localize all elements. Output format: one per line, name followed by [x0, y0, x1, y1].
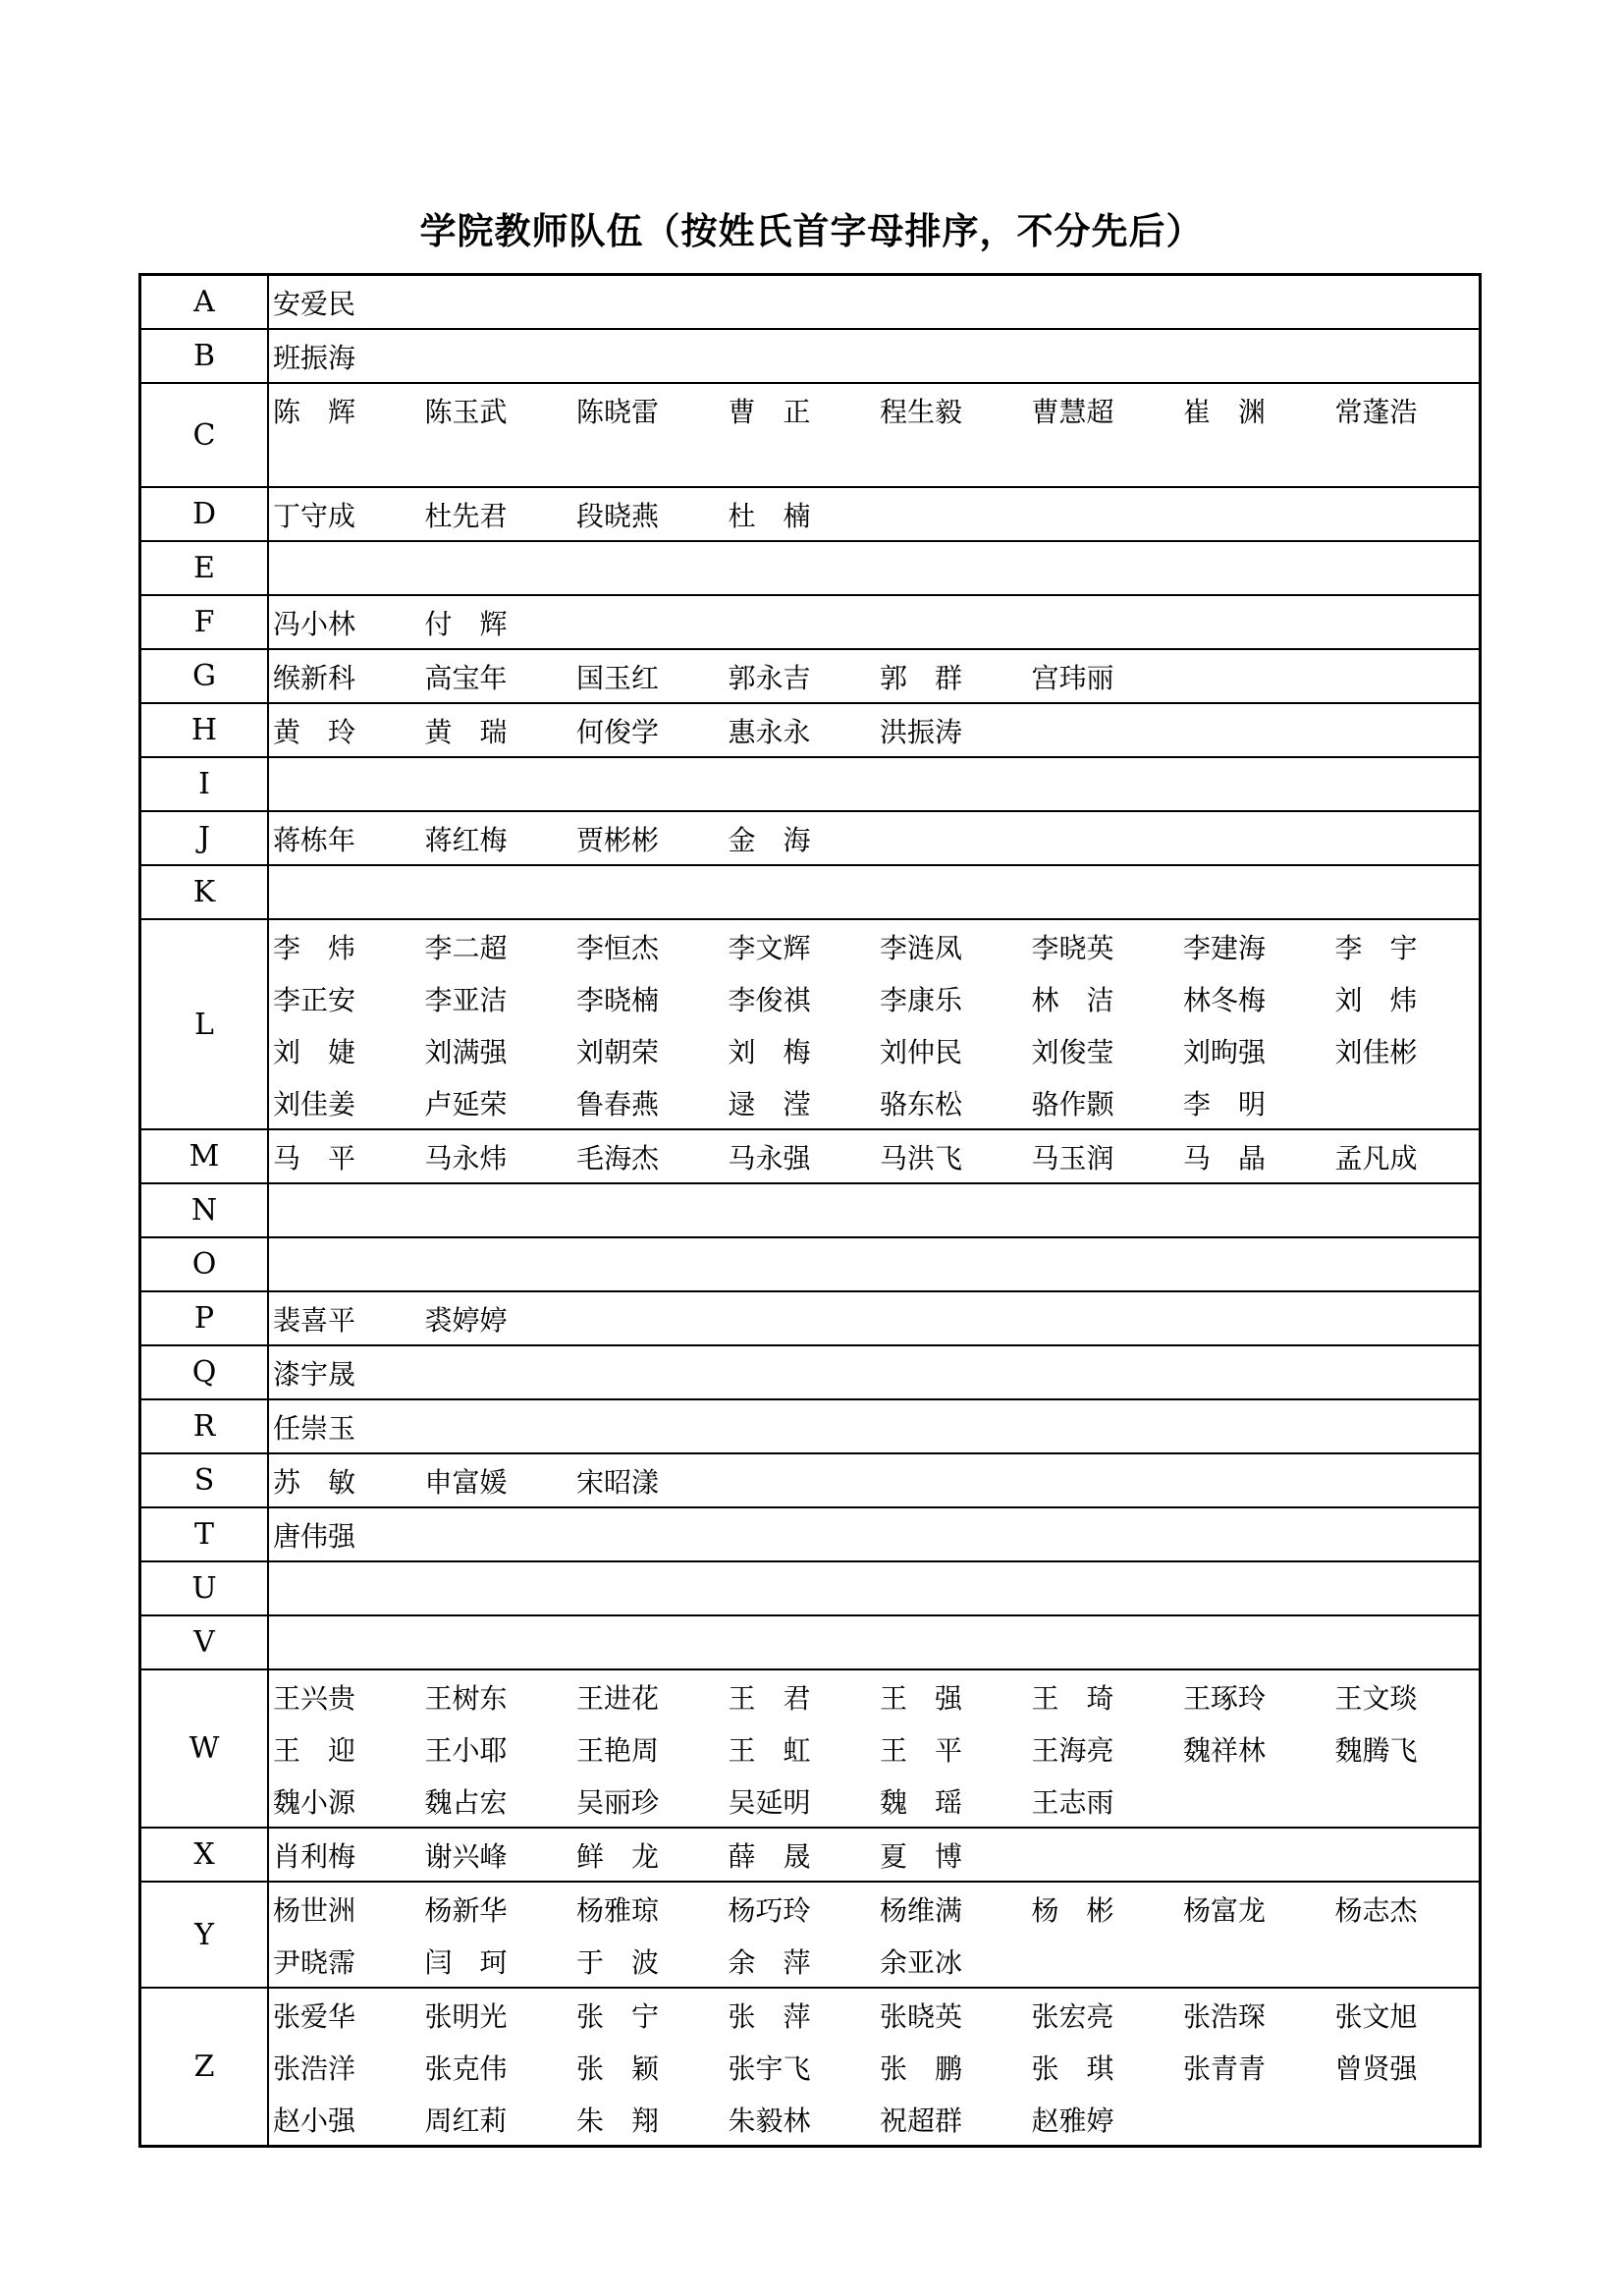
letter-heading: I: [140, 757, 269, 811]
teacher-name: 李 炜: [273, 931, 356, 964]
teacher-name: 黄 瑞: [424, 715, 508, 748]
empty-line: [273, 758, 1479, 810]
roster-row-c: [140, 383, 1481, 487]
letter-heading: Y: [140, 1882, 269, 1988]
teacher-name: 刘朝荣: [576, 1035, 660, 1068]
letter-heading: J: [140, 811, 269, 865]
empty-line: [273, 1562, 1479, 1614]
teacher-name: 王小耶: [424, 1733, 508, 1767]
roster-row-k: [140, 865, 1481, 919]
teacher-name: 李涟凤: [880, 931, 963, 964]
teacher-name: 程生毅: [880, 395, 963, 428]
teacher-name: 惠永永: [728, 715, 811, 748]
teacher-name: 祝超群: [880, 2104, 963, 2137]
teacher-name: 漆宇晟: [273, 1357, 356, 1391]
names-cell: [268, 757, 1481, 811]
teacher-name: 张文旭: [1334, 1999, 1418, 2033]
teacher-name: 班振海: [273, 341, 356, 374]
roster-row-s: [140, 1453, 1481, 1507]
roster-row-p: [140, 1291, 1481, 1345]
teacher-name: 李文辉: [728, 931, 811, 964]
teacher-name: 裘婷婷: [424, 1303, 508, 1337]
names-cell: [268, 541, 1481, 595]
letter-heading: G: [140, 649, 269, 703]
names-cell: [268, 865, 1481, 919]
teacher-name: 陈晓雷: [576, 395, 660, 428]
teacher-name: 李康乐: [880, 983, 963, 1016]
names-cell: [268, 595, 1481, 649]
roster-row-w: [140, 1669, 1481, 1828]
roster-row-a: [140, 275, 1481, 330]
name-line: [273, 1292, 1479, 1344]
teacher-name: 张宏亮: [1031, 1999, 1114, 2033]
teacher-name: 王 琦: [1031, 1681, 1114, 1715]
teacher-name: 王 强: [880, 1681, 963, 1715]
names-cell: [268, 383, 1481, 487]
teacher-name: 杨 彬: [1031, 1893, 1114, 1927]
letter-heading: U: [140, 1561, 269, 1615]
roster-row-g: [140, 649, 1481, 703]
names-cell: [268, 1237, 1481, 1291]
letter-heading: V: [140, 1615, 269, 1669]
teacher-name: 魏占宏: [424, 1785, 508, 1819]
teacher-name: 刘昫强: [1183, 1035, 1267, 1068]
teacher-name: 崔 渊: [1183, 395, 1267, 428]
teacher-name: 张青青: [1183, 2051, 1267, 2085]
teacher-name: 段晓燕: [576, 499, 660, 532]
names-cell: [268, 1183, 1481, 1237]
teacher-name: 骆东松: [880, 1087, 963, 1121]
name-line: [273, 1508, 1479, 1560]
letter-heading: S: [140, 1453, 269, 1507]
teacher-name: 常蓬浩: [1334, 395, 1418, 428]
teacher-name: 曹慧超: [1031, 395, 1114, 428]
letter-heading: P: [140, 1291, 269, 1345]
name-line: [273, 276, 1479, 328]
teacher-name: 裴喜平: [273, 1303, 356, 1337]
teacher-name: 毛海杰: [576, 1141, 660, 1175]
letter-heading: O: [140, 1237, 269, 1291]
teacher-name: 杜 楠: [728, 499, 811, 532]
names-cell: [268, 1828, 1481, 1882]
empty-line: [273, 1616, 1479, 1668]
name-line: [273, 1935, 1479, 1987]
roster-row-m: [140, 1129, 1481, 1183]
teacher-name: 赵小强: [273, 2104, 356, 2137]
teacher-name: 金 海: [728, 823, 811, 856]
teacher-name: 魏小源: [273, 1785, 356, 1819]
teacher-name: 周红莉: [424, 2104, 508, 2137]
teacher-name: 杨志杰: [1334, 1893, 1418, 1927]
teacher-name: 唐伟强: [273, 1519, 356, 1553]
teacher-name: 蒋红梅: [424, 823, 508, 856]
teacher-name: 孟凡成: [1334, 1141, 1418, 1175]
teacher-name: 丁守成: [273, 499, 356, 532]
teacher-name: 李 明: [1183, 1087, 1267, 1121]
name-line: [273, 1883, 1479, 1935]
teacher-name: 郭永吉: [728, 661, 811, 694]
names-cell: [268, 1507, 1481, 1561]
teacher-name: 何俊学: [576, 715, 660, 748]
teacher-name: 王 平: [880, 1733, 963, 1767]
roster-row-h: [140, 703, 1481, 757]
roster-row-r: [140, 1399, 1481, 1453]
roster-row-n: [140, 1183, 1481, 1237]
teacher-name: 林 洁: [1031, 983, 1114, 1016]
names-cell: [268, 1561, 1481, 1615]
teacher-name: 肖利梅: [273, 1839, 356, 1873]
teacher-name: 马 平: [273, 1141, 356, 1175]
teacher-name: 曹 正: [728, 395, 811, 428]
names-cell: [268, 329, 1481, 383]
names-cell: [268, 919, 1481, 1129]
teacher-name: 马永炜: [424, 1141, 508, 1175]
name-line: [273, 1722, 1479, 1775]
name-line: [273, 920, 1479, 972]
teacher-name: 马 晶: [1183, 1141, 1267, 1175]
roster-row-y: [140, 1882, 1481, 1988]
teacher-name: 缑新科: [273, 661, 356, 694]
roster-row-l: [140, 919, 1481, 1129]
letter-heading: E: [140, 541, 269, 595]
teacher-name: 闫 珂: [424, 1945, 508, 1979]
names-cell: [268, 1615, 1481, 1669]
names-cell: [268, 703, 1481, 757]
letter-heading: T: [140, 1507, 269, 1561]
letter-heading: B: [140, 329, 269, 383]
teacher-name: 尹晓霈: [273, 1945, 356, 1979]
roster-row-o: [140, 1237, 1481, 1291]
name-line: [273, 1400, 1479, 1452]
teacher-name: 李恒杰: [576, 931, 660, 964]
teacher-name: 宋昭漾: [576, 1465, 660, 1499]
names-cell: [268, 1399, 1481, 1453]
roster-row-i: [140, 757, 1481, 811]
teacher-name: 安爱民: [273, 287, 356, 320]
teacher-name: 谢兴峰: [424, 1839, 508, 1873]
teacher-name: 王兴贵: [273, 1681, 356, 1715]
name-line: [273, 1024, 1479, 1076]
name-line: [273, 704, 1479, 756]
teacher-name: 刘 婕: [273, 1035, 356, 1068]
teacher-name: 薛 晟: [728, 1839, 811, 1873]
roster-row-j: [140, 811, 1481, 865]
teacher-name: 王琢玲: [1183, 1681, 1267, 1715]
names-cell: [268, 811, 1481, 865]
teacher-name: 黄 玲: [273, 715, 356, 748]
teacher-name: 夏 博: [880, 1839, 963, 1873]
letter-heading: K: [140, 865, 269, 919]
letter-heading: L: [140, 919, 269, 1129]
blank-space: [273, 436, 1479, 486]
teacher-name: 鲜 龙: [576, 1839, 660, 1873]
name-line: [273, 2093, 1479, 2145]
teacher-name: 陈 辉: [273, 395, 356, 428]
teacher-name: 林冬梅: [1183, 983, 1267, 1016]
teacher-name: 逯 滢: [728, 1087, 811, 1121]
teacher-name: 冯小林: [273, 607, 356, 640]
roster-row-f: [140, 595, 1481, 649]
teacher-name: 王 虹: [728, 1733, 811, 1767]
teacher-name: 刘佳姜: [273, 1087, 356, 1121]
teacher-name: 王 迎: [273, 1733, 356, 1767]
teacher-name: 朱毅林: [728, 2104, 811, 2137]
teacher-name: 苏 敏: [273, 1465, 356, 1499]
letter-heading: H: [140, 703, 269, 757]
teacher-name: 洪振涛: [880, 715, 963, 748]
names-cell: [268, 1345, 1481, 1399]
letter-heading: Q: [140, 1345, 269, 1399]
teacher-name: 王艳周: [576, 1733, 660, 1767]
teacher-name: 杨巧玲: [728, 1893, 811, 1927]
teacher-name: 王 君: [728, 1681, 811, 1715]
teacher-name: 国玉红: [576, 661, 660, 694]
letter-heading: R: [140, 1399, 269, 1453]
teacher-name: 杨雅琼: [576, 1893, 660, 1927]
teacher-name: 王树东: [424, 1681, 508, 1715]
names-cell: [268, 487, 1481, 541]
name-line: [273, 330, 1479, 382]
roster-row-v: [140, 1615, 1481, 1669]
roster-row-z: [140, 1988, 1481, 2147]
name-line: [273, 488, 1479, 540]
letter-heading: Z: [140, 1988, 269, 2147]
name-line: [273, 1989, 1479, 2041]
teacher-name: 张 鹏: [880, 2051, 963, 2085]
teacher-name: 赵雅婷: [1031, 2104, 1114, 2137]
teacher-name: 曾贤强: [1334, 2051, 1418, 2085]
teacher-name: 魏祥林: [1183, 1733, 1267, 1767]
name-line: [273, 1454, 1479, 1506]
teacher-name: 刘俊莹: [1031, 1035, 1114, 1068]
name-line: [273, 1346, 1479, 1398]
name-line: [273, 596, 1479, 648]
teacher-name: 吴延明: [728, 1785, 811, 1819]
letter-heading: W: [140, 1669, 269, 1828]
roster-row-x: [140, 1828, 1481, 1882]
roster-body: [140, 275, 1481, 2147]
empty-line: [273, 1238, 1479, 1290]
teacher-name: 朱 翔: [576, 2104, 660, 2137]
teacher-name: 马玉润: [1031, 1141, 1114, 1175]
teacher-name: 张浩琛: [1183, 1999, 1267, 2033]
names-cell: [268, 1129, 1481, 1183]
names-cell: [268, 1988, 1481, 2147]
roster-row-q: [140, 1345, 1481, 1399]
name-line: [273, 2041, 1479, 2093]
teacher-name: 王海亮: [1031, 1733, 1114, 1767]
teacher-name: 刘佳彬: [1334, 1035, 1418, 1068]
teacher-name: 张浩洋: [273, 2051, 356, 2085]
empty-line: [273, 542, 1479, 594]
teacher-name: 余亚冰: [880, 1945, 963, 1979]
teacher-name: 高宝年: [424, 661, 508, 694]
letter-heading: D: [140, 487, 269, 541]
teacher-name: 李晓楠: [576, 983, 660, 1016]
name-line: [273, 650, 1479, 702]
teacher-name: 魏 瑶: [880, 1785, 963, 1819]
letter-heading: X: [140, 1828, 269, 1882]
teacher-name: 付 辉: [424, 607, 508, 640]
names-cell: [268, 275, 1481, 330]
teacher-name: 张晓英: [880, 1999, 963, 2033]
letter-heading: N: [140, 1183, 269, 1237]
teacher-name: 卢延荣: [424, 1087, 508, 1121]
letter-heading: C: [140, 383, 269, 487]
teacher-name: 王进花: [576, 1681, 660, 1715]
letter-heading: A: [140, 275, 269, 330]
teacher-name: 马洪飞: [880, 1141, 963, 1175]
roster-row-b: [140, 329, 1481, 383]
teacher-name: 李建海: [1183, 931, 1267, 964]
name-line: [273, 1829, 1479, 1881]
teacher-name: 杜先君: [424, 499, 508, 532]
teacher-name: 于 波: [576, 1945, 660, 1979]
name-line: [273, 1130, 1479, 1182]
page-title: 学院教师队伍（按姓氏首字母排序，不分先后）: [419, 209, 1204, 252]
names-cell: [268, 1882, 1481, 1988]
letter-heading: M: [140, 1129, 269, 1183]
teacher-name: 杨富龙: [1183, 1893, 1267, 1927]
roster-row-t: [140, 1507, 1481, 1561]
teacher-name: 王志雨: [1031, 1785, 1114, 1819]
empty-line: [273, 1184, 1479, 1236]
letter-heading: F: [140, 595, 269, 649]
names-cell: [268, 649, 1481, 703]
name-line: [273, 812, 1479, 864]
teacher-name: 余 萍: [728, 1945, 811, 1979]
teacher-name: 李 宇: [1334, 931, 1418, 964]
teacher-name: 杨世洲: [273, 1893, 356, 1927]
names-cell: [268, 1291, 1481, 1345]
roster-row-u: [140, 1561, 1481, 1615]
teacher-name: 贾彬彬: [576, 823, 660, 856]
teacher-name: 刘仲民: [880, 1035, 963, 1068]
roster-row-d: [140, 487, 1481, 541]
teacher-name: 鲁春燕: [576, 1087, 660, 1121]
roster-row-e: [140, 541, 1481, 595]
teacher-name: 李晓英: [1031, 931, 1114, 964]
teacher-name: 王文琰: [1334, 1681, 1418, 1715]
faculty-roster-table: [138, 273, 1482, 2148]
teacher-name: 张宇飞: [728, 2051, 811, 2085]
name-line: [273, 1076, 1479, 1128]
teacher-name: 陈玉武: [424, 395, 508, 428]
teacher-name: 张明光: [424, 1999, 508, 2033]
name-line: [273, 1670, 1479, 1722]
name-line: [273, 972, 1479, 1024]
teacher-name: 李亚洁: [424, 983, 508, 1016]
teacher-name: 张 宁: [576, 1999, 660, 2033]
teacher-name: 郭 群: [880, 661, 963, 694]
teacher-name: 马永强: [728, 1141, 811, 1175]
names-cell: [268, 1669, 1481, 1828]
names-cell: [268, 1453, 1481, 1507]
name-line: [273, 384, 1479, 436]
teacher-name: 张克伟: [424, 2051, 508, 2085]
teacher-name: 吴丽珍: [576, 1785, 660, 1819]
teacher-name: 任崇玉: [273, 1411, 356, 1445]
teacher-name: 张爱华: [273, 1999, 356, 2033]
teacher-name: 刘满强: [424, 1035, 508, 1068]
name-line: [273, 1775, 1479, 1827]
teacher-name: 李二超: [424, 931, 508, 964]
empty-line: [273, 866, 1479, 918]
teacher-name: 张 琪: [1031, 2051, 1114, 2085]
teacher-name: 李正安: [273, 983, 356, 1016]
teacher-name: 刘 炜: [1334, 983, 1418, 1016]
teacher-name: 杨新华: [424, 1893, 508, 1927]
teacher-name: 蒋栋年: [273, 823, 356, 856]
teacher-name: 刘 梅: [728, 1035, 811, 1068]
teacher-name: 李俊祺: [728, 983, 811, 1016]
teacher-name: 张 颖: [576, 2051, 660, 2085]
teacher-name: 魏腾飞: [1334, 1733, 1418, 1767]
teacher-name: 杨维满: [880, 1893, 963, 1927]
teacher-name: 申富媛: [424, 1465, 508, 1499]
teacher-name: 骆作颢: [1031, 1087, 1114, 1121]
teacher-name: 张 萍: [728, 1999, 811, 2033]
teacher-name: 宫玮丽: [1031, 661, 1114, 694]
